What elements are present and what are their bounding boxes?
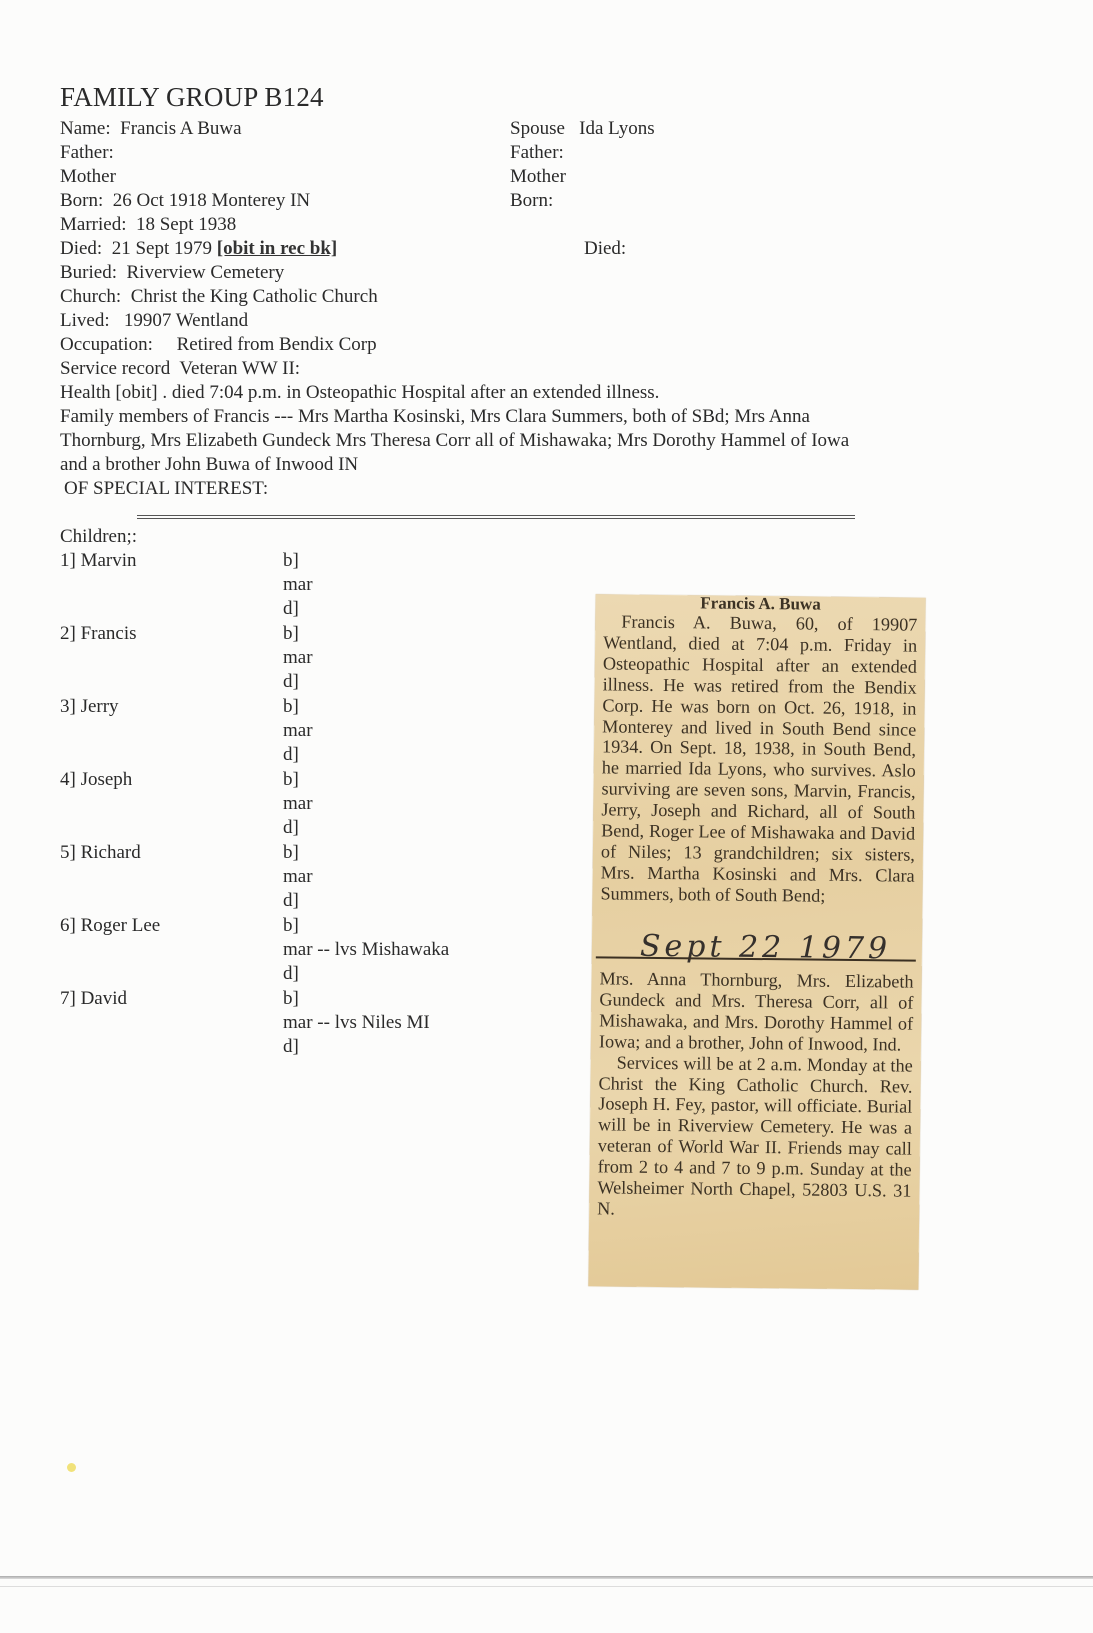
spouse-value: Ida Lyons — [579, 118, 655, 139]
child-died: d] — [283, 817, 299, 838]
scan-edge — [0, 1586, 1093, 1587]
buried-value: Riverview Cemetery — [126, 262, 285, 283]
married-value: 18 Sept 1938 — [135, 214, 237, 235]
health-line: Health [obit] . died 7:04 p.m. in Osteopathic Hospital after an extended illness. — [60, 382, 660, 403]
church-row — [60, 285, 378, 309]
section-divider-text — [137, 507, 855, 518]
spouse-father-label: Father: — [510, 142, 564, 163]
clipping-text: Services will be at 2 a.m. Monday at the Christ the King Catholic Church. Rev. Joseph H. Fey, pastor, will officiate. Burial will be in Riverview Cemetery. He was a veteran of World War II. Friends may call from 2 to 4 and 7 to 9 p.m. Sunday at the Welsheimer North Chapel, 52803 U.S. 31 N. — [597, 1052, 913, 1219]
church-label: Church: — [60, 286, 122, 307]
family-line-2: Thornburg, Mrs Elizabeth Gundeck Mrs Theresa Corr all of Mishawaka; Mrs Dorothy Hammel of Iowa — [60, 430, 850, 451]
child-born: b] — [283, 623, 299, 644]
child-born: b] — [283, 550, 299, 571]
child-married: mar -- lvs Mishawaka — [283, 939, 450, 960]
clipping-handwritten-date: Sept 22 1979 — [639, 928, 892, 967]
spouse-row — [510, 117, 655, 141]
child-died: d] — [283, 598, 299, 619]
child-born: b] — [283, 988, 299, 1009]
lived-label: Lived: — [60, 310, 110, 331]
died-row — [60, 237, 337, 261]
buried-row — [60, 261, 284, 285]
child-name: 3] Jerry — [60, 696, 119, 717]
child-died: d] — [283, 890, 299, 911]
child-name: 5] Richard — [60, 842, 141, 863]
child-married: mar — [283, 647, 313, 668]
child-born: b] — [283, 769, 299, 790]
family-line-3: and a brother John Buwa of Inwood IN — [60, 454, 359, 475]
spouse-mother-label: Mother — [510, 166, 566, 187]
child-died: d] — [283, 1036, 299, 1057]
name-row — [60, 117, 242, 141]
obit-reference-link[interactable]: [obit in rec bk] — [216, 238, 338, 259]
child-born: b] — [283, 696, 299, 717]
special-interest-label: OF SPECIAL INTEREST: — [64, 478, 269, 499]
children-label: Children;: — [60, 526, 138, 547]
child-married: mar — [283, 720, 313, 741]
clipping-paragraph-1 — [600, 611, 917, 907]
scan-spot — [67, 1463, 76, 1472]
child-name: 2] Francis — [60, 623, 137, 644]
obituary-clipping — [588, 594, 925, 1289]
born-row — [60, 189, 310, 213]
lived-value: 19907 Wentland — [123, 310, 249, 331]
died-value: 21 Sept 1979 — [111, 238, 212, 259]
name-value: Francis A Buwa — [120, 118, 242, 139]
child-name: 1] Marvin — [60, 550, 137, 571]
service-row — [60, 357, 300, 381]
married-label: Married: — [60, 214, 127, 235]
family-line-1: Family members of Francis --- Mrs Martha Kosinski, Mrs Clara Summers, both of SBd; Mrs Anna — [60, 406, 810, 427]
child-name: 6] Roger Lee — [60, 915, 161, 936]
mother-label: Mother — [60, 166, 116, 187]
church-value: Christ the King Catholic Church — [130, 286, 378, 307]
clipping-paragraph-2 — [597, 968, 914, 1222]
child-married: mar — [283, 574, 313, 595]
died-label: Died: — [60, 238, 103, 259]
child-name: 4] Joseph — [60, 769, 133, 790]
scan-edge — [0, 1576, 1093, 1579]
spouse-died-label: Died: — [584, 238, 627, 259]
occupation-label: Occupation: — [60, 334, 153, 355]
born-value: 26 Oct 1918 Monterey IN — [112, 190, 311, 211]
page-title: FAMILY GROUP B124 — [60, 82, 324, 112]
service-label: Service record — [60, 358, 171, 379]
spouse-born-label: Born: — [510, 190, 554, 211]
occupation-value: Retired from Bendix Corp — [176, 334, 377, 355]
child-married: mar — [283, 793, 313, 814]
lived-row — [60, 309, 248, 333]
child-married: mar -- lvs Niles MI — [283, 1012, 430, 1033]
child-died: d] — [283, 744, 299, 765]
clipping-text: Mrs. Anna Thornburg, Mrs. Elizabeth Gundeck and Mrs. Theresa Corr, all of Mishawaka, and Mrs. Dorothy Hammel of Iowa; and a brother, John of Inwood, Ind. — [598, 968, 914, 1055]
name-label: Name: — [60, 118, 111, 139]
child-died: d] — [283, 963, 299, 984]
child-died: d] — [283, 671, 299, 692]
occupation-row — [60, 333, 377, 357]
child-married: mar — [283, 866, 313, 887]
born-label: Born: — [60, 190, 104, 211]
child-born: b] — [283, 842, 299, 863]
spouse-label: Spouse — [510, 118, 565, 139]
buried-label: Buried: — [60, 262, 117, 283]
service-value: Veteran WW II: — [179, 358, 301, 379]
married-row — [60, 213, 236, 237]
clipping-text: Francis A. Buwa, 60, of 19907 Wentland, died at 7:04 p.m. Friday in Osteopathic Hospital after an extended illness. He was retired from the Bendix Corp. He was born on Oct. 26, 1918, in Monterey and lived in South Bend since 1934. On Sept. 18, 1938, in South Bend, he married Ida Lyons, who survives. Aslo surviving are seven sons, Marvin, Francis, Jerry, Joseph and Richard, all of South Bend, Roger Lee of Mishawaka and David of Niles; 13 grandchildren; six sisters, Mrs. Martha Kosinski and Mrs. Clara Summers, both of South Bend; — [600, 611, 918, 906]
father-label: Father: — [60, 142, 114, 163]
child-name: 7] David — [60, 988, 128, 1009]
child-born: b] — [283, 915, 299, 936]
clipping-headline: Francis A. Buwa — [700, 593, 821, 614]
